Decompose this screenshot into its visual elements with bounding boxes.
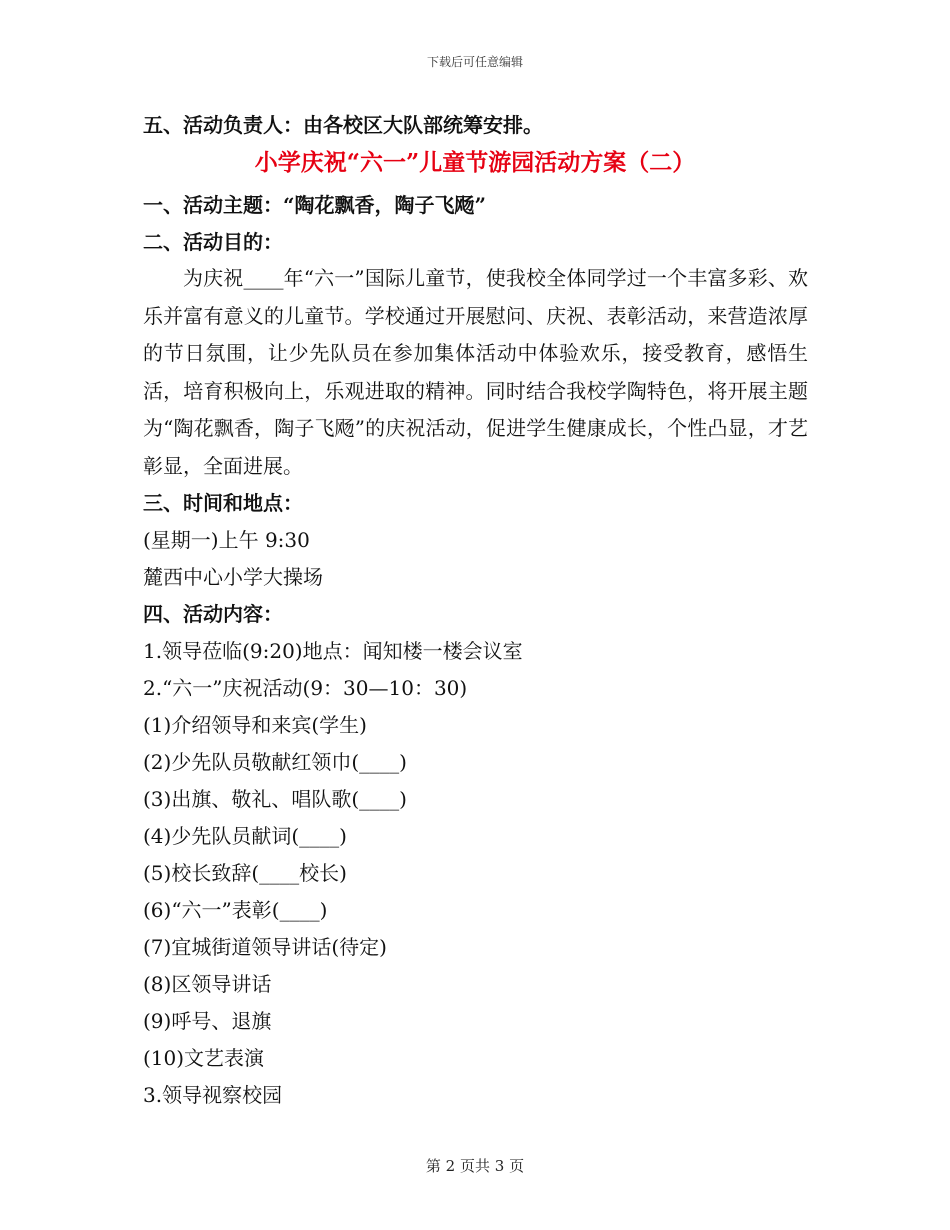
section-4-heading: 四、活动内容： <box>143 602 283 626</box>
content-item: (7)宜城街道领导讲话(待定) <box>143 935 387 959</box>
section-2-heading: 二、活动目的： <box>143 230 283 254</box>
section-1-theme: 一、活动主题：“陶花飘香，陶子飞飏” <box>143 193 487 217</box>
content-item: 1.领导莅临(9:20)地点：闻知楼一楼会议室 <box>143 639 523 663</box>
content-item: (8)区领导讲话 <box>143 972 272 996</box>
page-number-footer: 第 2 页共 3 页 <box>425 1157 525 1175</box>
event-place: 麓西中心小学大操场 <box>143 565 323 589</box>
purpose-text: 为庆祝____年“六一”国际儿童节，使我校全体同学过一个丰富多彩、欢乐并富有意义的儿童节。学校通过开展慰问、庆祝、表彰活动，来营造浓厚的节日氛围，让少先队员在参加集体活动中体验欢乐，接受教育，感悟生活，培育积极向上，乐观进取的精神。同时结合我校学陶特色，将开展主题为“陶花飘香，陶子飞飏”的庆祝活动，促进学生健康成长，个性凸显，才艺彰显，全面进展。 <box>143 266 808 478</box>
content-item: 3.领导视察校园 <box>143 1083 283 1107</box>
content-item: (9)呼号、退旗 <box>143 1009 272 1033</box>
header-note: 下载后可任意编辑 <box>426 55 523 69</box>
content-item: (4)少先队员献词(____) <box>143 824 347 848</box>
content-item: (2)少先队员敬献红领巾(____) <box>143 750 407 774</box>
section-3-heading: 三、时间和地点： <box>143 491 303 515</box>
purpose-paragraph <box>143 260 808 486</box>
content-item: (6)“六一”表彰(____) <box>143 898 328 922</box>
document-title: 小学庆祝“六一”儿童节游园活动方案（二） <box>254 149 696 176</box>
section-5-responsible: 五、活动负责人：由各校区大队部统筹安排。 <box>143 113 543 137</box>
content-item: 2.“六一”庆祝活动(9：30—10：30) <box>143 676 468 700</box>
event-time: (星期一)上午 9:30 <box>143 528 310 552</box>
content-item: (3)出旗、敬礼、唱队歌(____) <box>143 787 407 811</box>
content-item: (5)校长致辞(____校长) <box>143 861 347 885</box>
content-item: (10)文艺表演 <box>143 1046 265 1070</box>
content-item: (1)介绍领导和来宾(学生) <box>143 713 367 737</box>
